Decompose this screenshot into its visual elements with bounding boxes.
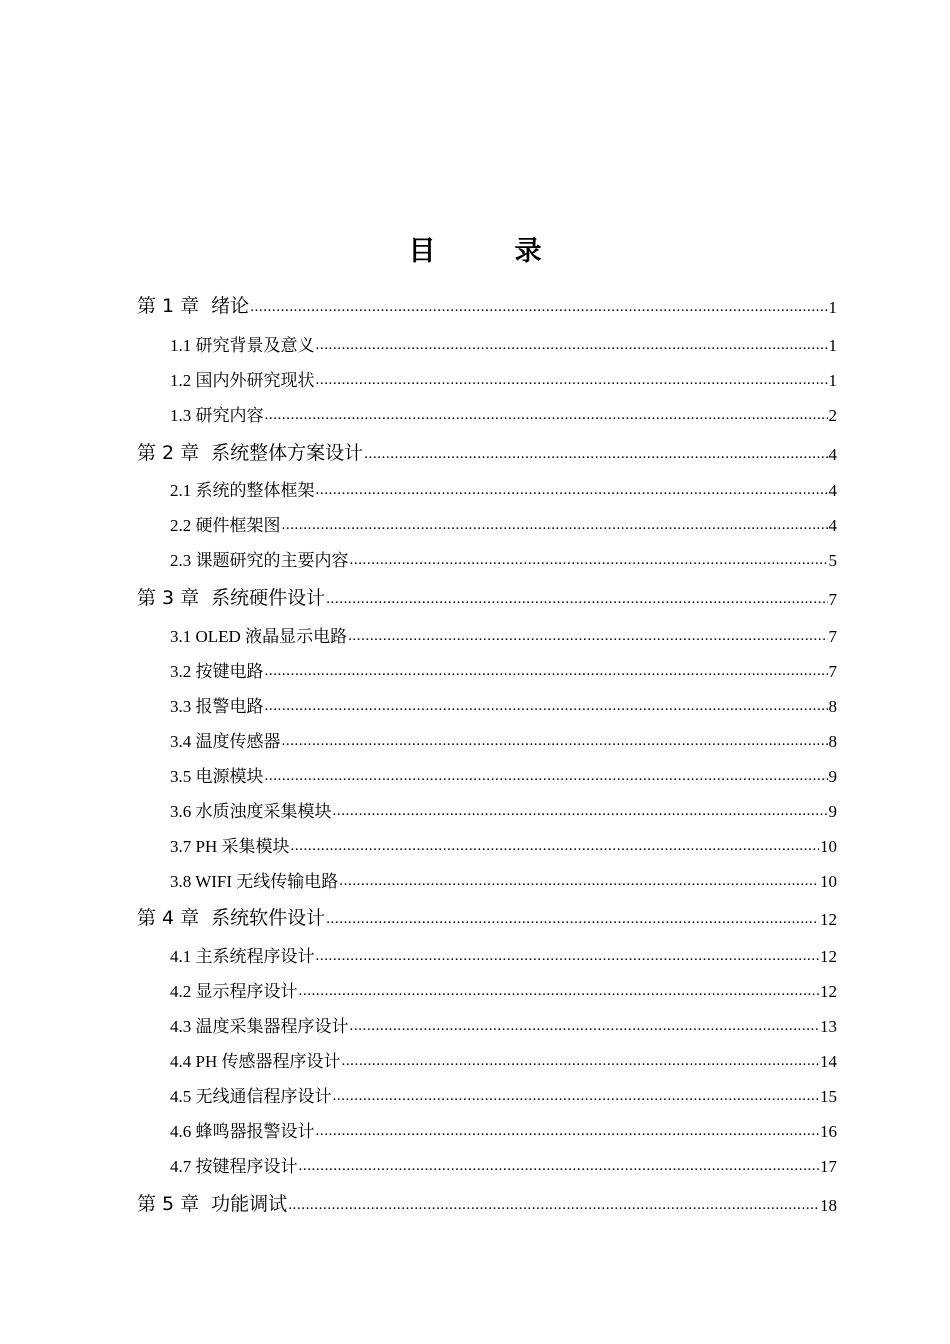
toc-entry-number: 第 5 章: [137, 1193, 200, 1215]
toc-leader-dots: [333, 1089, 820, 1107]
toc-entry-number: 3.5: [170, 767, 192, 786]
toc-section-4-1[interactable]: [170, 943, 837, 967]
toc-entry-number: 4.7: [170, 1157, 192, 1176]
toc-entry-title: 绪论: [211, 295, 250, 317]
toc-section-3-8[interactable]: [170, 868, 837, 892]
toc-leader-dots: [364, 447, 827, 465]
toc-entry-number: 3.2: [170, 662, 192, 681]
toc-section-1-2[interactable]: [170, 367, 837, 391]
toc-page-number: 10: [820, 837, 837, 856]
toc-leader-dots: [316, 373, 828, 391]
toc-leader-dots: [350, 553, 828, 571]
toc-page-number: 12: [820, 982, 837, 1001]
toc-page-number: 1: [828, 336, 837, 355]
toc-leader-dots: [265, 408, 828, 426]
toc-leader-dots: [282, 734, 828, 752]
toc-leader-dots: [326, 592, 827, 610]
toc-section-4-7[interactable]: [170, 1153, 837, 1177]
toc-entry-title: 显示程序设计: [195, 982, 298, 1001]
toc-section-3-2[interactable]: [170, 658, 837, 682]
toc-leader-dots: [348, 629, 827, 647]
toc-section-4-6[interactable]: [170, 1118, 837, 1142]
toc-entry-title: 硬件框架图: [195, 516, 281, 535]
toc-section-4-2[interactable]: [170, 978, 837, 1002]
toc-page-number: 13: [820, 1017, 837, 1036]
toc-leader-dots: [316, 1124, 820, 1142]
toc-entry-title: 国内外研究现状: [195, 371, 315, 390]
toc-page-number: 8: [828, 732, 837, 751]
toc-section-4-4[interactable]: [170, 1048, 837, 1072]
toc-entry-number: 3.7: [170, 837, 192, 856]
toc-entry-title: 系统整体方案设计: [211, 442, 364, 464]
toc-entry-number: 4.5: [170, 1087, 192, 1106]
toc-entry-title: 电源模块: [195, 767, 264, 786]
toc-page-number: 8: [828, 697, 837, 716]
toc-leader-dots: [316, 483, 828, 501]
toc-section-3-7[interactable]: [170, 833, 837, 857]
toc-entry-title: 系统的整体框架: [195, 481, 315, 500]
toc-leader-dots: [350, 1019, 820, 1037]
toc-entry-title: OLED 液晶显示电路: [195, 627, 348, 646]
toc-entry-title: 系统硬件设计: [211, 587, 326, 609]
toc-entry-title: 研究内容: [195, 406, 264, 425]
toc-page-number: 12: [820, 910, 837, 929]
toc-entry-number: 2.3: [170, 551, 192, 570]
toc-leader-dots: [250, 300, 827, 318]
toc-page-number: 9: [828, 767, 837, 786]
toc-page-number: 7: [828, 662, 837, 681]
toc-leader-dots: [290, 839, 819, 857]
toc-entry-number: 第 2 章: [137, 442, 200, 464]
toc-entry-number: 第 4 章: [137, 907, 200, 929]
toc-chapter-4[interactable]: [137, 904, 837, 930]
toc-entry-number: 4.1: [170, 947, 192, 966]
toc-entry-title: WIFI 无线传输电路: [195, 872, 339, 891]
toc-leader-dots: [282, 518, 828, 536]
toc-leader-dots: [265, 664, 828, 682]
toc-page-number: 4: [828, 445, 837, 464]
toc-entry-title: 课题研究的主要内容: [195, 551, 349, 570]
toc-section-4-5[interactable]: [170, 1083, 837, 1107]
toc-page-number: 9: [828, 802, 837, 821]
toc-entry-title: 蜂鸣器报警设计: [195, 1122, 315, 1141]
toc-entry-title: 按键电路: [195, 662, 264, 681]
toc-leader-dots: [333, 804, 828, 822]
toc-entry-number: 4.3: [170, 1017, 192, 1036]
toc-section-2-1[interactable]: [170, 477, 837, 501]
toc-leader-dots: [265, 769, 828, 787]
toc-page-number: 7: [828, 627, 837, 646]
toc-page-number: 1: [828, 298, 837, 317]
toc-page-number: 15: [820, 1087, 837, 1106]
toc-entry-title: 功能调试: [211, 1193, 288, 1215]
toc-entry-number: 2.1: [170, 481, 192, 500]
toc-leader-dots: [341, 1054, 819, 1072]
toc-page-number: 18: [820, 1196, 837, 1215]
toc-entry-number: 1.1: [170, 336, 192, 355]
toc-entry-number: 第 1 章: [137, 295, 200, 317]
toc-page-number: 1: [828, 371, 837, 390]
toc-chapter-1[interactable]: [137, 292, 837, 318]
toc-page-number: 5: [828, 551, 837, 570]
toc-section-2-3[interactable]: [170, 547, 837, 571]
toc-leader-dots: [316, 949, 820, 967]
toc-leader-dots: [265, 699, 828, 717]
toc-page-number: 17: [820, 1157, 837, 1176]
toc-entry-number: 3.8: [170, 872, 192, 891]
toc-entry-number: 1.3: [170, 406, 192, 425]
toc-section-1-3[interactable]: [170, 402, 837, 426]
toc-entry-title: 系统软件设计: [211, 907, 326, 929]
toc-leader-dots: [326, 912, 819, 930]
toc-entry-title: PH 采集模块: [195, 837, 290, 856]
toc-section-3-6[interactable]: [170, 798, 837, 822]
toc-page-number: 4: [828, 481, 837, 500]
toc-chapter-5[interactable]: [137, 1190, 837, 1216]
toc-entry-title: 无线通信程序设计: [195, 1087, 332, 1106]
toc-entry-title: 温度传感器: [195, 732, 281, 751]
toc-entry-title: 研究背景及意义: [195, 336, 315, 355]
toc-section-4-3[interactable]: [170, 1013, 837, 1037]
toc-section-1-1[interactable]: [170, 332, 837, 356]
toc-entry-title: 主系统程序设计: [195, 947, 315, 966]
toc-entry-number: 4.2: [170, 982, 192, 1001]
toc-section-3-3[interactable]: [170, 693, 837, 717]
toc-section-3-1[interactable]: [170, 623, 837, 647]
toc-page-number: 2: [828, 406, 837, 425]
toc-chapter-3[interactable]: [137, 584, 837, 610]
toc-entry-title: 温度采集器程序设计: [195, 1017, 349, 1036]
toc-leader-dots: [299, 1159, 820, 1177]
toc-page-number: 4: [828, 516, 837, 535]
toc-leader-dots: [316, 338, 828, 356]
toc-entry-number: 3.6: [170, 802, 192, 821]
toc-entry-number: 1.2: [170, 371, 192, 390]
toc-entry-number: 3.4: [170, 732, 192, 751]
toc-section-2-2[interactable]: [170, 512, 837, 536]
toc-page-number: 10: [820, 872, 837, 891]
toc-section-3-4[interactable]: [170, 728, 837, 752]
toc-entry-number: 4.4: [170, 1052, 192, 1071]
toc-leader-dots: [299, 984, 820, 1002]
toc-entry-title: 报警电路: [195, 697, 264, 716]
toc-entry-title: PH 传感器程序设计: [195, 1052, 341, 1071]
toc-entry-number: 3.1: [170, 627, 192, 646]
toc-page-number: 7: [828, 590, 837, 609]
toc-entry-number: 4.6: [170, 1122, 192, 1141]
toc-leader-dots: [339, 874, 819, 892]
toc-title: 目 录: [408, 236, 568, 267]
toc-page-number: 16: [820, 1122, 837, 1141]
toc-entry-number: 3.3: [170, 697, 192, 716]
toc-leader-dots: [288, 1198, 819, 1216]
toc-page-number: 12: [820, 947, 837, 966]
toc-chapter-2[interactable]: [137, 439, 837, 465]
toc-entry-number: 2.2: [170, 516, 192, 535]
toc-page-number: 14: [820, 1052, 837, 1071]
toc-entry-title: 水质浊度采集模块: [195, 802, 332, 821]
toc-entry-number: 第 3 章: [137, 587, 200, 609]
toc-section-3-5[interactable]: [170, 763, 837, 787]
toc-entry-title: 按键程序设计: [195, 1157, 298, 1176]
